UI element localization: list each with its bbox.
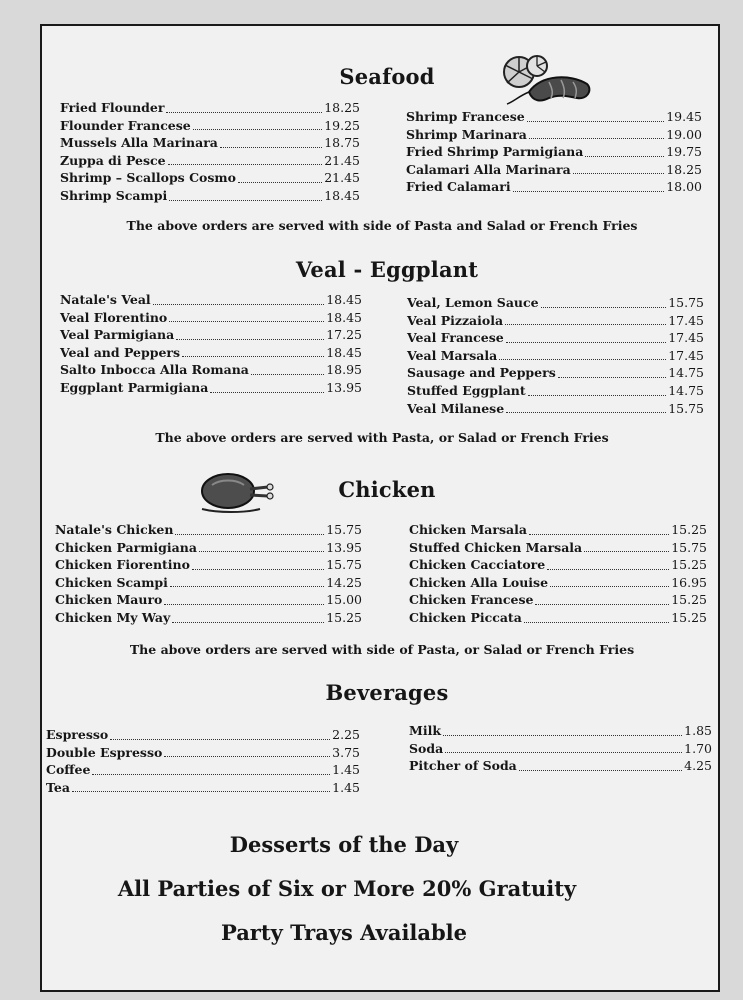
menu-item-name: Veal Pizzaiola <box>407 312 504 328</box>
menu-item <box>60 379 362 397</box>
menu-item-name: Natale's Veal <box>60 292 151 307</box>
menu-item-price: 15.25 <box>671 609 707 625</box>
dot-leader <box>585 156 664 157</box>
dot-leader <box>193 129 322 130</box>
menu-item-name: Eggplant Parmigiana <box>60 379 209 395</box>
menu-item <box>46 744 360 762</box>
dot-leader <box>527 121 664 122</box>
menu-item-name: Chicken Parmigiana <box>55 539 197 555</box>
menu-page <box>40 24 720 992</box>
menu-item-price: 18.25 <box>666 161 702 177</box>
menu-item-name: Stuffed Eggplant <box>407 382 526 398</box>
menu-item-name: Coffee <box>46 762 91 778</box>
chicken-note: The above orders are served with side of Pasta, or Salad or French Fries <box>129 642 635 657</box>
menu-item-price: 15.25 <box>326 609 362 625</box>
menu-item-name: Veal and Peppers <box>60 344 181 360</box>
dot-leader <box>524 622 669 623</box>
menu-item-name: Chicken Marsala <box>409 522 527 537</box>
menu-item-price: 17.45 <box>668 347 704 363</box>
dot-leader <box>499 359 666 360</box>
menu-item <box>46 726 360 744</box>
menu-item <box>60 169 360 187</box>
dot-leader <box>220 147 322 148</box>
menu-item-price: 18.45 <box>326 309 362 325</box>
menu-item-price: 15.75 <box>671 539 707 555</box>
menu-item-price: 19.75 <box>666 144 702 160</box>
dot-leader <box>584 551 669 552</box>
dot-leader <box>445 752 682 753</box>
menu-item <box>406 108 702 126</box>
menu-item-name: Natale's Chicken <box>55 522 174 537</box>
menu-item-name: Zuppa di Pesce <box>60 152 166 168</box>
menu-item <box>409 740 712 758</box>
menu-item-price: 17.45 <box>668 330 704 346</box>
menu-item-name: Milk <box>409 723 441 738</box>
menu-item-name: Chicken My Way <box>55 609 171 625</box>
menu-item <box>406 143 702 161</box>
menu-item-price: 4.25 <box>684 758 712 774</box>
chicken-right-column <box>409 521 707 627</box>
dot-leader <box>238 182 322 183</box>
dot-leader <box>513 191 665 192</box>
menu-item <box>60 291 362 309</box>
menu-item-name: Tea <box>46 779 70 795</box>
dot-leader <box>92 774 330 775</box>
menu-item <box>60 117 360 135</box>
dot-leader <box>172 622 324 623</box>
menu-item <box>55 539 362 557</box>
menu-item <box>60 344 362 362</box>
menu-item-name: Veal Francese <box>407 330 504 346</box>
menu-item <box>55 591 362 609</box>
menu-item-price: 18.45 <box>326 292 362 307</box>
menu-item <box>60 326 362 344</box>
menu-item-price: 1.70 <box>684 740 712 756</box>
dot-leader <box>547 569 669 570</box>
dot-leader <box>529 534 669 535</box>
menu-item-name: Chicken Cacciatore <box>409 557 546 573</box>
menu-item-price: 19.25 <box>324 117 360 133</box>
dot-leader <box>166 112 322 113</box>
menu-item-price: 18.45 <box>324 187 360 203</box>
menu-item-name: Shrimp – Scallops Cosmo <box>60 170 236 186</box>
menu-item-name: Mussels Alla Marinara <box>60 135 218 151</box>
menu-item <box>60 99 360 117</box>
menu-item-name: Chicken Mauro <box>55 592 163 608</box>
dot-leader <box>164 604 324 605</box>
menu-item <box>407 364 704 382</box>
menu-item <box>55 574 362 592</box>
menu-item-price: 15.25 <box>671 592 707 608</box>
dot-leader <box>519 770 682 771</box>
dot-leader <box>182 356 324 357</box>
menu-item <box>406 126 702 144</box>
menu-item-price: 14.75 <box>668 365 704 381</box>
menu-item-price: 3.75 <box>332 744 360 760</box>
dot-leader <box>535 604 669 605</box>
dot-leader <box>168 164 323 165</box>
dot-leader <box>528 395 667 396</box>
menu-item-name: Double Espresso <box>46 744 163 760</box>
shrimp-lemon-icon <box>489 52 597 108</box>
menu-item <box>60 134 360 152</box>
menu-item-name: Soda <box>409 740 444 756</box>
dot-leader <box>558 377 666 378</box>
dot-leader <box>541 307 667 308</box>
menu-item-price: 15.25 <box>671 557 707 573</box>
dot-leader <box>169 200 322 201</box>
dot-leader <box>443 735 682 736</box>
menu-item-price: 21.45 <box>324 170 360 186</box>
menu-item <box>409 539 707 557</box>
dot-leader <box>72 791 330 792</box>
beverages-right-column <box>409 722 712 775</box>
menu-item-price: 15.00 <box>326 592 362 608</box>
menu-item-price: 19.45 <box>666 109 702 124</box>
menu-item <box>409 521 707 539</box>
menu-item-price: 15.75 <box>326 522 362 537</box>
veal-right-column <box>407 294 704 417</box>
menu-item-name: Fried Calamari <box>406 179 511 195</box>
menu-item-name: Shrimp Marinara <box>406 126 527 142</box>
dot-leader <box>505 324 666 325</box>
menu-item-price: 16.95 <box>671 574 707 590</box>
desserts-line: Desserts of the Day <box>229 832 459 857</box>
menu-item <box>46 779 360 797</box>
menu-item-name: Calamari Alla Marinara <box>406 161 571 177</box>
menu-item-name: Chicken Scampi <box>55 574 168 590</box>
menu-item-price: 21.45 <box>324 152 360 168</box>
menu-item-name: Shrimp Francese <box>406 109 525 124</box>
menu-item <box>407 400 704 418</box>
dot-leader <box>192 569 324 570</box>
menu-item-name: Chicken Alla Louise <box>409 574 549 590</box>
dot-leader <box>176 339 324 340</box>
veal-left-column <box>60 291 362 397</box>
menu-item <box>55 521 362 539</box>
menu-item <box>409 757 712 775</box>
section-title-seafood: Seafood <box>339 64 435 89</box>
dot-leader <box>506 342 667 343</box>
dot-leader <box>210 392 324 393</box>
seafood-left-column <box>60 99 360 205</box>
menu-item-name: Flounder Francese <box>60 117 191 133</box>
menu-item-price: 18.00 <box>666 179 702 195</box>
menu-item-price: 18.95 <box>326 362 362 378</box>
menu-item-name: Stuffed Chicken Marsala <box>409 539 583 555</box>
menu-item <box>407 294 704 312</box>
menu-item-name: Veal, Lemon Sauce <box>407 295 539 310</box>
beverages-left-column <box>46 726 360 796</box>
menu-item <box>55 556 362 574</box>
menu-item <box>409 556 707 574</box>
menu-item <box>409 591 707 609</box>
menu-item-price: 14.75 <box>668 382 704 398</box>
dot-leader <box>199 551 324 552</box>
section-title-beverages: Beverages <box>325 680 449 705</box>
menu-item-price: 15.75 <box>326 557 362 573</box>
menu-item-price: 19.00 <box>666 126 702 142</box>
menu-item-price: 1.45 <box>332 762 360 778</box>
dot-leader <box>170 586 324 587</box>
dot-leader <box>251 374 324 375</box>
menu-item-name: Salto Inbocca Alla Romana <box>60 362 249 378</box>
menu-item-name: Chicken Piccata <box>409 609 522 625</box>
menu-item-price: 18.75 <box>324 135 360 151</box>
seafood-right-column <box>406 108 702 196</box>
menu-item-name: Veal Parmigiana <box>60 327 175 343</box>
party-trays-line: Party Trays Available <box>220 920 468 945</box>
menu-item-name: Veal Milanese <box>407 400 505 416</box>
menu-item <box>60 152 360 170</box>
menu-item <box>55 609 362 627</box>
menu-item-price: 1.85 <box>684 723 712 738</box>
menu-item-name: Pitcher of Soda <box>409 758 517 774</box>
menu-item <box>60 361 362 379</box>
dot-leader <box>550 586 669 587</box>
menu-item-name: Veal Marsala <box>407 347 498 363</box>
menu-item <box>406 161 702 179</box>
menu-item-name: Shrimp Scampi <box>60 187 168 203</box>
menu-item-name: Veal Florentino <box>60 309 168 325</box>
menu-item <box>409 722 712 740</box>
chicken-left-column <box>55 521 362 627</box>
menu-item <box>60 309 362 327</box>
menu-item <box>407 347 704 365</box>
menu-item <box>407 329 704 347</box>
menu-item <box>60 187 360 205</box>
menu-item-name: Fried Flounder <box>60 100 165 115</box>
dot-leader <box>110 739 330 740</box>
menu-item <box>409 609 707 627</box>
menu-item <box>407 312 704 330</box>
menu-item-price: 2.25 <box>332 727 360 742</box>
menu-item-name: Chicken Fiorentino <box>55 557 190 573</box>
gratuity-line: All Parties of Six or More 20% Gratuity <box>117 876 577 901</box>
menu-item-name: Espresso <box>46 727 109 742</box>
dot-leader <box>573 173 665 174</box>
menu-item-name: Sausage and Peppers <box>407 365 556 381</box>
menu-item-price: 1.45 <box>332 779 360 795</box>
menu-item-price: 15.25 <box>671 522 707 537</box>
menu-item-price: 18.25 <box>324 100 360 115</box>
menu-item <box>406 178 702 196</box>
menu-item-name: Fried Shrimp Parmigiana <box>406 144 584 160</box>
dot-leader <box>153 304 325 305</box>
menu-item <box>46 761 360 779</box>
dot-leader <box>164 756 330 757</box>
menu-item-price: 15.75 <box>668 295 704 310</box>
dot-leader <box>506 412 666 413</box>
dot-leader <box>169 321 324 322</box>
seafood-note: The above orders are served with side of Pasta and Salad or French Fries <box>126 218 638 233</box>
menu-item-price: 17.25 <box>326 327 362 343</box>
menu-item-name: Chicken Francese <box>409 592 534 608</box>
menu-item-price: 13.95 <box>326 379 362 395</box>
menu-item-price: 13.95 <box>326 539 362 555</box>
menu-item-price: 18.45 <box>326 344 362 360</box>
section-title-chicken: Chicken <box>338 477 436 502</box>
dot-leader <box>175 534 324 535</box>
menu-item <box>409 574 707 592</box>
menu-item <box>407 382 704 400</box>
menu-item-price: 14.25 <box>326 574 362 590</box>
menu-item-price: 15.75 <box>668 400 704 416</box>
menu-item-price: 17.45 <box>668 312 704 328</box>
section-title-veal-eggplant: Veal - Eggplant <box>295 257 479 282</box>
veal-note: The above orders are served with Pasta, or Salad or French Fries <box>155 430 609 445</box>
dot-leader <box>529 138 664 139</box>
